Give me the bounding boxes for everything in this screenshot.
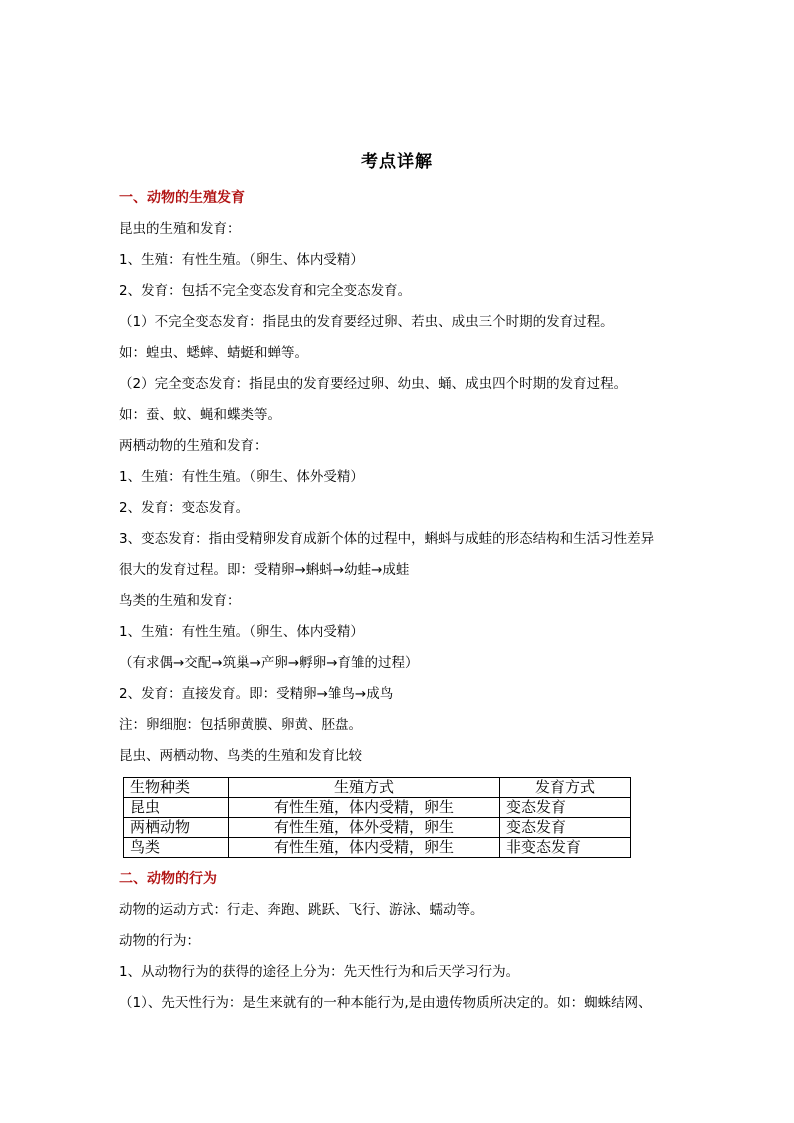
section-heading-behavior: 二、动物的行为 (119, 871, 217, 887)
text-line: 1、生殖：有性生殖。（卵生、体内受精） (119, 624, 364, 640)
text-line: （1）、先天性行为：是生来就有的一种本能行为,是由遗传物质所决定的。如：蜘蛛结网、 (119, 995, 652, 1011)
text-line: （有求偶→交配→筑巢→产卵→孵卵→育雏的过程） (119, 655, 419, 671)
table-cell: 两栖动物 (124, 818, 229, 838)
section-reproduction-text (119, 214, 699, 772)
text-line: 注：卵细胞：包括卵黄膜、卵黄、胚盘。 (119, 717, 362, 733)
table-row (124, 818, 631, 838)
table-cell: 有性生殖，体内受精，卵生 (229, 798, 500, 818)
table-cell: 昆虫 (124, 798, 229, 818)
table-row (124, 798, 631, 818)
text-line: 很大的发育过程。即：受精卵→蝌蚪→幼蛙→成蛙 (119, 562, 410, 578)
text-line: 两栖动物的生殖和发育： (119, 438, 268, 454)
text-line: 2、发育：直接发育。即：受精卵→雏鸟→成鸟 (119, 686, 394, 702)
text-line: 昆虫、两栖动物、鸟类的生殖和发育比较 (119, 748, 362, 764)
text-line: 3、变态发育：指由受精卵发育成新个体的过程中，蝌蚪与成蛙的形态结构和生活习性差异 (119, 531, 655, 547)
comparison-table-wrapper (119, 772, 699, 864)
text-line: （2）完全变态发育：指昆虫的发育要经过卵、幼虫、蛹、成虫四个时期的发育过程。 (119, 376, 628, 392)
text-line: 昆虫的生殖和发育： (119, 221, 241, 237)
table-cell: 有性生殖，体外受精，卵生 (229, 818, 500, 838)
table-cell: 变态发育 (500, 798, 631, 818)
text-line: （1）不完全变态发育：指昆虫的发育要经过卵、若虫、成虫三个时期的发育过程。 (119, 314, 614, 330)
table-cell: 鸟类 (124, 838, 229, 858)
table-row (124, 838, 631, 858)
text-line: 动物的行为： (119, 933, 200, 949)
table-header-row (124, 778, 631, 798)
text-line: 2、发育：变态发育。 (119, 500, 250, 516)
document-body (119, 183, 699, 1019)
comparison-table (123, 777, 631, 858)
table-header-cell: 发育方式 (500, 778, 631, 798)
text-line: 1、生殖：有性生殖。（卵生、体内受精） (119, 252, 364, 268)
table-header-cell: 生物种类 (124, 778, 229, 798)
text-line: 1、生殖：有性生殖。（卵生、体外受精） (119, 469, 364, 485)
table-cell: 有性生殖，体内受精，卵生 (229, 838, 500, 858)
text-line: 如：蝗虫、蟋蟀、蜻蜓和蝉等。 (119, 345, 308, 361)
page-title: 考点详解 (361, 152, 433, 172)
table-cell: 变态发育 (500, 818, 631, 838)
section-behavior-text (119, 895, 699, 1019)
text-line: 1、从动物行为的获得的途径上分为：先天性行为和后天学习行为。 (119, 964, 520, 980)
table-cell: 非变态发育 (500, 838, 631, 858)
section-heading-reproduction: 一、动物的生殖发育 (119, 190, 245, 206)
text-line: 动物的运动方式：行走、奔跑、跳跃、飞行、游泳、蠕动等。 (119, 902, 484, 918)
table-header-cell: 生殖方式 (229, 778, 500, 798)
text-line: 如：蚕、蚊、蝇和蝶类等。 (119, 407, 281, 423)
text-line: 鸟类的生殖和发育： (119, 593, 241, 609)
text-line: 2、发育：包括不完全变态发育和完全变态发育。 (119, 283, 412, 299)
